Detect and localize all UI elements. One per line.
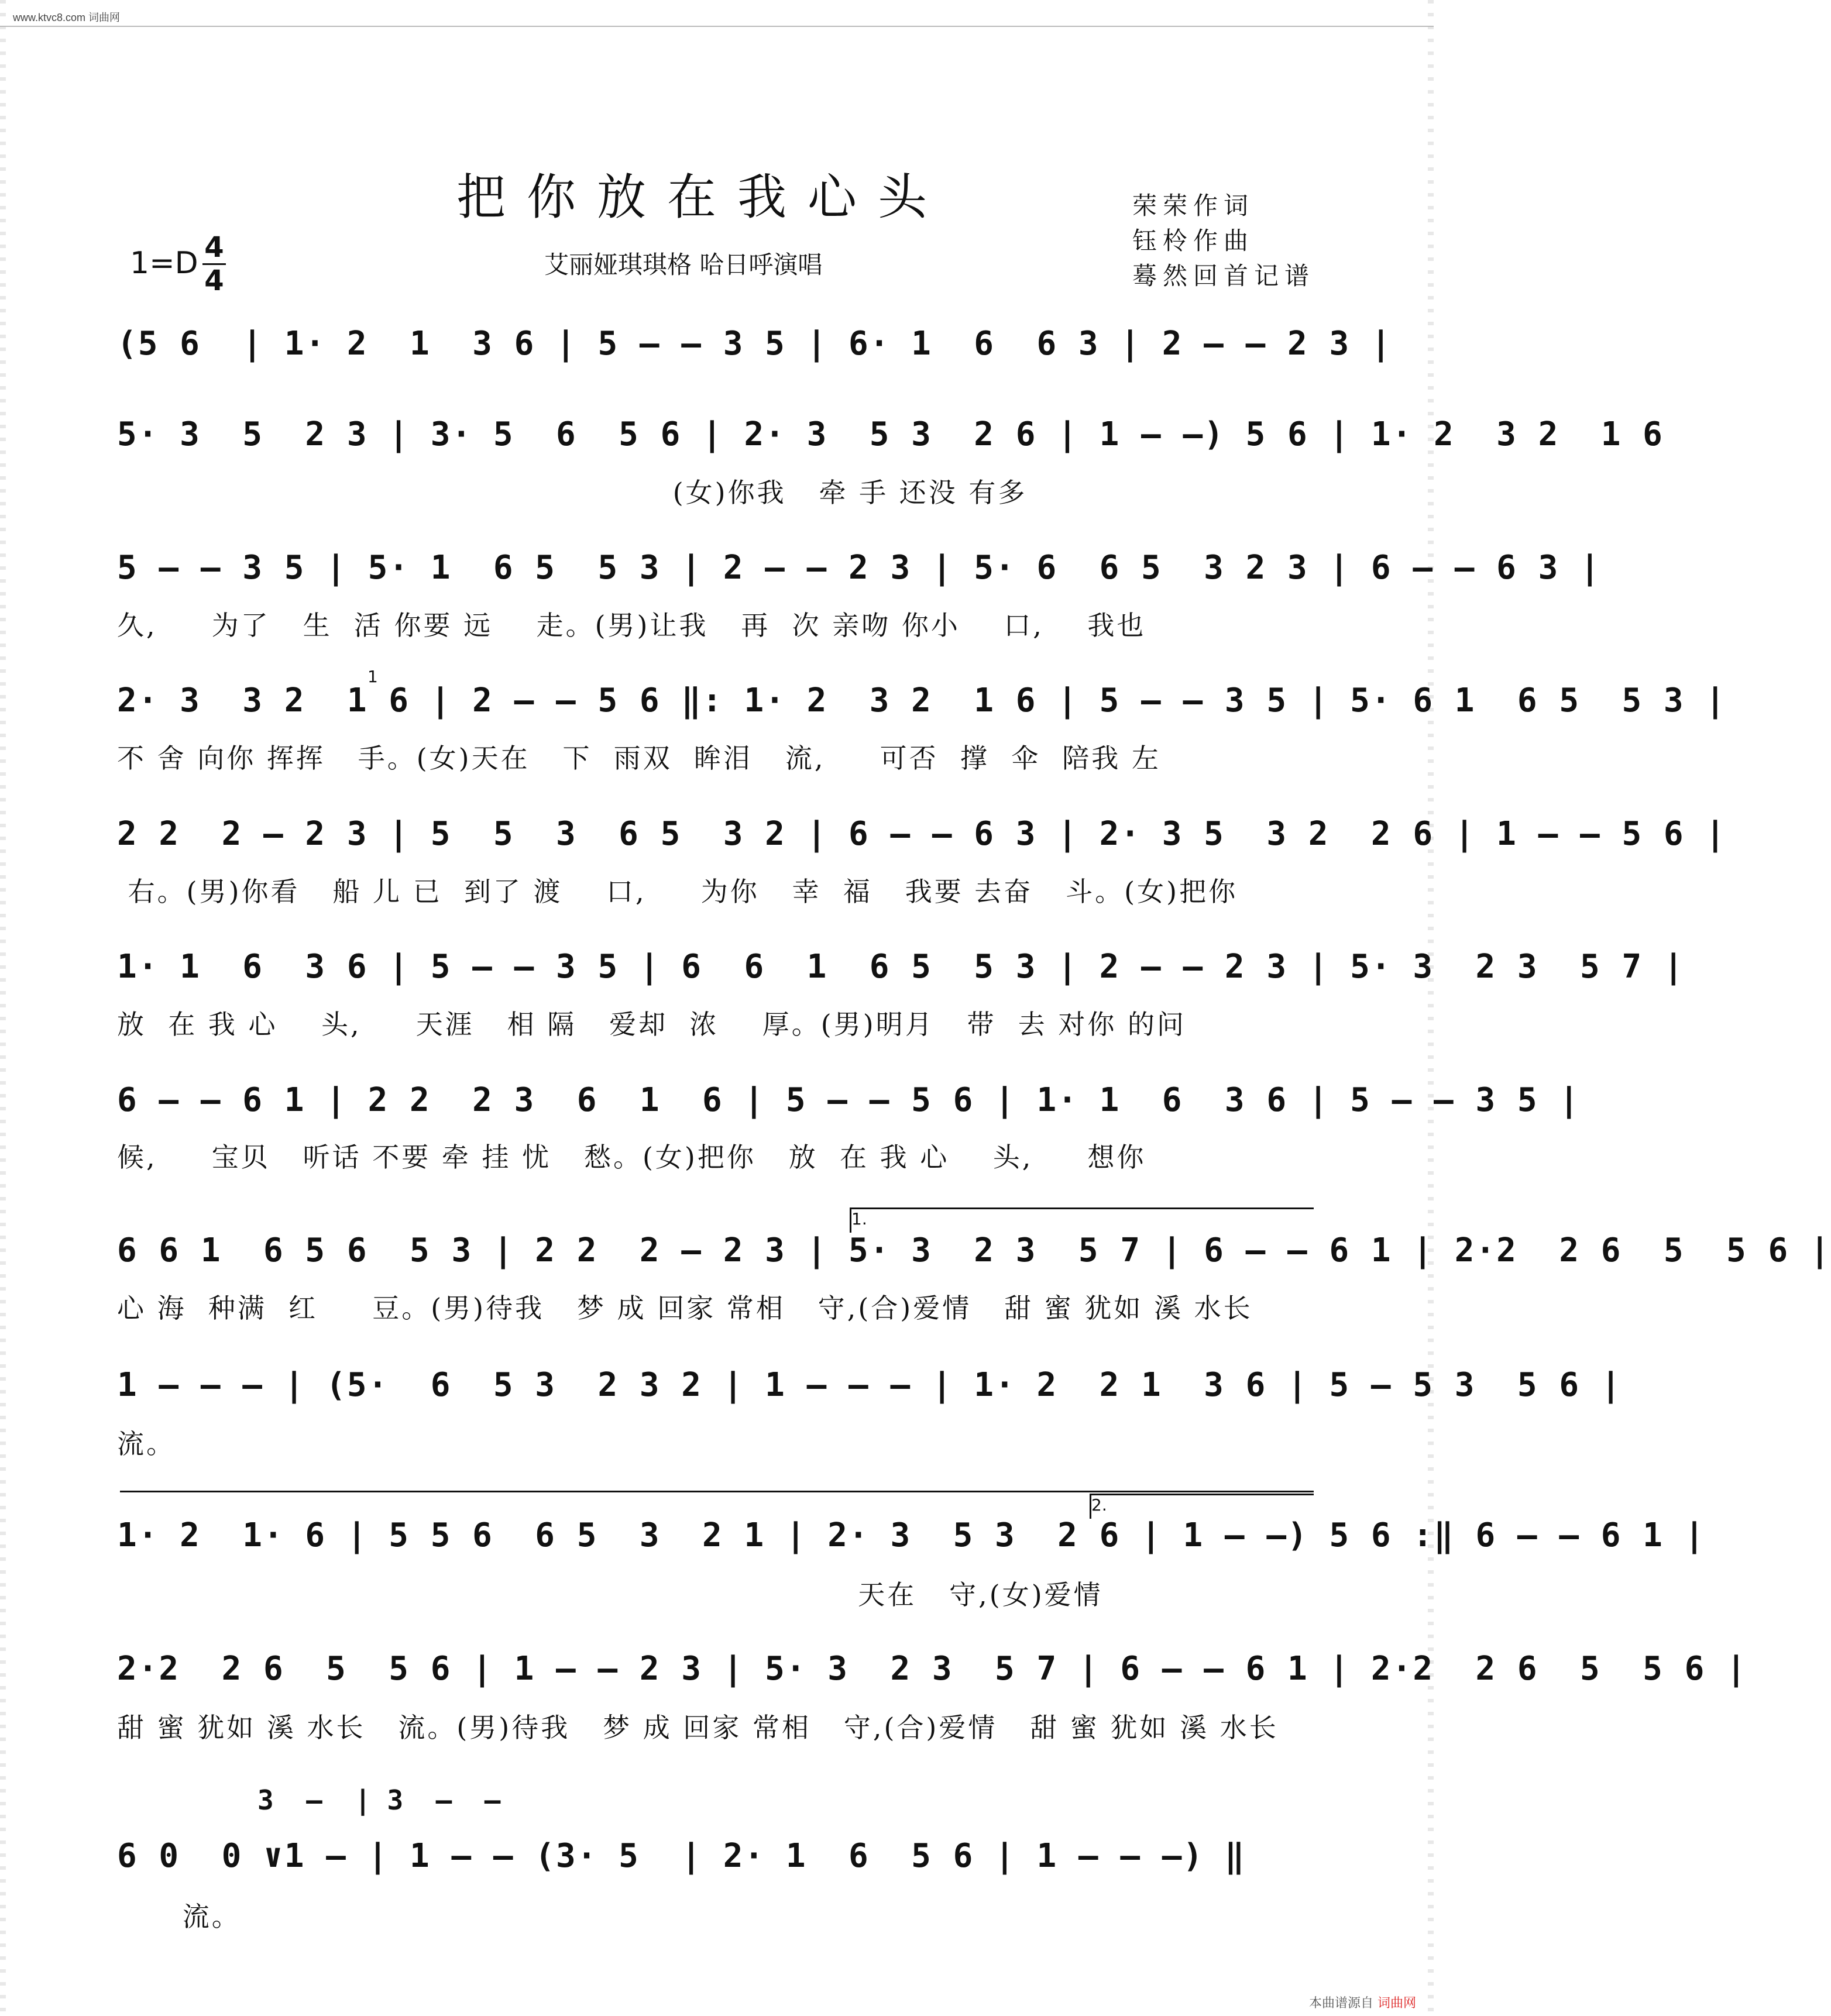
time-signature-top: 4 [204,231,224,264]
lyrics-line-12: 流。 [117,1901,241,1932]
lyrics-line-9: 流。 [117,1428,176,1460]
score-line-8 [117,1231,1831,1272]
score-line-2 [117,415,1664,456]
footer-site: 词曲网 [1377,1996,1416,2011]
notation: 2·2 2 6 5 5 6 | 1 – – 2 3 | 5· 3 2 3 5 7 | 6 – – 6 1 | 2·2 2 6 5 5 6 | [117,1650,1747,1688]
score-line-7 [117,1081,1581,1122]
harmony-line: 3 – | 3 – – [257,1784,501,1816]
lyrics-line-3: 久, 为了 生 活 你要 远 走。(男)让我 再 次 亲吻 你小 口, 我也 [117,610,1146,641]
notation: 6 6 1 6 5 6 5 3 | 2 2 2 – 2 3 | 5· 3 2 3 5 7 | 6 – – 6 1 | 2·2 2 6 5 5 6 | [117,1231,1831,1270]
performers: 艾丽娅琪琪格 哈日呼演唱 [544,250,823,279]
second-ending-bracket [1090,1494,1314,1519]
time-signature-bottom: 4 [202,263,226,297]
first-ending-bracket [850,1207,1314,1233]
lyrics-line-11: 甜 蜜 犹如 溪 水长 流。(男)待我 梦 成 回家 常相 守,(合)爱情 甜 蜜 犹如 溪 水长 [117,1712,1279,1743]
transcriber: 蓦然回首记谱 [1132,262,1315,290]
volta-marker-small: 1 [367,667,378,686]
footer-source: 本曲谱源自 [1308,1996,1373,2011]
composer: 钰柃作曲 [1132,226,1255,255]
notation: 5 – – 3 5 | 5· 1 6 5 5 3 | 2 – – 2 3 | 5· 6 6 5 3 2 3 | 6 – – 6 3 | [117,549,1601,587]
notation: 1· 2 1· 6 | 5 5 6 6 5 3 2 1 | 2· 3 5 3 2 6 | 1 – –) 5 6 :‖ 6 – – 6 1 | [117,1516,1706,1554]
lyrics-line-10: 天在 守,(女)爱情 [117,1579,1103,1611]
score-line-11 [117,1650,1747,1691]
lyrics-line-7: 候, 宝贝 听话 不要 牵 挂 忧 愁。(女)把你 放 在 我 心 头, 想你 [117,1141,1146,1173]
notation: 1· 1 6 3 6 | 5 – – 3 5 | 6 6 1 6 5 5 3 | 2 – – 2 3 | 5· 3 2 3 5 7 | [117,948,1685,986]
lyricist: 荣荣作词 [1132,191,1255,220]
song-title: 把你放在我心头 [456,168,949,226]
lyrics-line-5: 右。(男)你看 船 儿 已 到了 渡 口, 为你 幸 福 我要 去奋 斗。(女)把你 [117,876,1238,907]
lyrics-line-2: (女)你我 牵 手 还没 有多 [117,477,1028,508]
score-line-4 [117,682,1727,723]
notation: 5· 3 5 2 3 | 3· 5 6 5 6 | 2· 3 5 3 2 6 | 1 – –) 5 6 | 1· 2 3 2 1 6 [117,415,1664,453]
score-line-6 [117,948,1685,989]
notation: 6 – – 6 1 | 2 2 2 3 6 1 6 | 5 – – 5 6 | 1· 1 6 3 6 | 5 – – 3 5 | [117,1081,1581,1119]
left-border-stripe [0,0,6,2016]
score-line-5 [117,815,1727,856]
score-line-12 [117,1837,1317,1878]
footer-credit [1309,1993,1416,2011]
continuation-line [120,1491,1314,1492]
lyrics-line-4: 不 舍 向你 挥挥 手。(女)天在 下 雨双 眸泪 流, 可否 撑 伞 陪我 左 [117,742,1161,774]
notation: 2· 3 3 2 1 6 | 2 – – 5 6 ‖: 1· 2 3 2 1 6 | 5 – – 3 5 | 5· 6 1 6 5 5 3 | [117,682,1727,720]
first-ending-label: 1. [851,1209,867,1229]
key-signature: 1=D [130,246,198,281]
second-ending-label: 2. [1091,1495,1107,1515]
score-line-10 [117,1516,1706,1557]
score-line-9 [117,1366,1622,1407]
time-signature [202,232,226,297]
lyrics-line-6: 放 在 我 心 头, 天涯 相 隔 爱却 浓 厚。(男)明月 带 去 对你 的问 [117,1009,1187,1040]
credits [1132,188,1315,294]
score-line-3 [117,549,1601,590]
site-watermark: www.ktvc8.com 词曲网 [13,12,121,23]
header-divider [0,26,1434,27]
right-border-stripe [1428,0,1434,2016]
notation: 6 0 0 ∨1 – | 1 – – (3· 5 | 2· 1 6 5 6 | 1 – – –) ‖ [117,1837,1246,1875]
notation: (5 6 | 1· 2 1 3 6 | 5 – – 3 5 | 6· 1 6 6 3 | 2 – – 2 3 | [117,325,1392,363]
lyrics-line-8: 心 海 种满 红 豆。(男)待我 梦 成 回家 常相 守,(合)爱情 甜 蜜 犹如 溪 水长 [117,1292,1253,1324]
score-line-1 [117,325,1392,366]
notation: 2 2 2 – 2 3 | 5 5 3 6 5 3 2 | 6 – – 6 3 | 2· 3 5 3 2 2 6 | 1 – – 5 6 | [117,815,1727,853]
notation: 1 – – – | (5· 6 5 3 2 3 2 | 1 – – – | 1· 2 2 1 3 6 | 5 – 5 3 5 6 | [117,1366,1622,1404]
